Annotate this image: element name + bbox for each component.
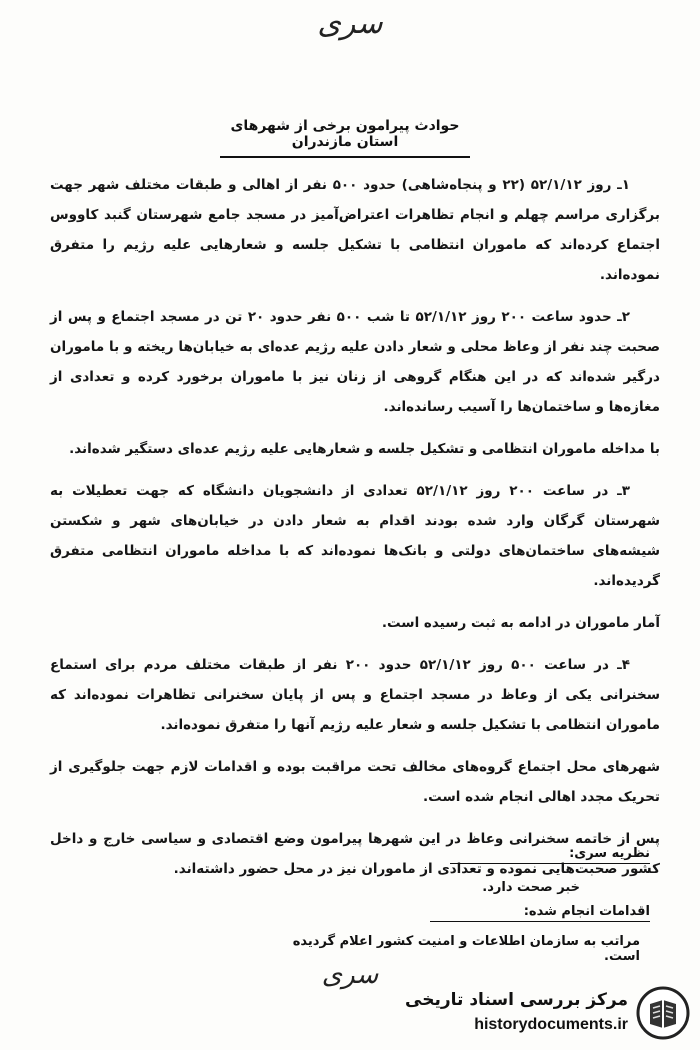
- classification-mark-top: سری: [317, 6, 383, 41]
- watermark-url: historydocuments.ir: [474, 1016, 628, 1033]
- document-title: حوادث پیرامون برخی از شهرهای استان مازندران: [220, 118, 470, 158]
- opinion-label: نظریه سری:: [450, 846, 650, 864]
- paragraph-2: ۲ـ حدود ساعت ۲۰۰ روز ۵۲/۱/۱۲ تا شب ۵۰۰ نفر حدود ۲۰ تن در مسجد اجتماع و پس از صحبت چند نفر از وعاظ محلی و شعار دادن علیه رژیم عده‌ای به خیابان‌ها ریخته و با ماموران درگیر شده‌اند که در این هنگام گروهی از زنان نیز با ماموران برخورد کرده و تعدادی از مغازه‌ها و ساختمان‌ها را آسیب رسانده‌اند.: [50, 309, 660, 415]
- actions-text: مراتب به سازمان اطلاعات و امنیت کشور اعلام گردیده است.: [292, 934, 640, 964]
- paragraph-7: شهرهای محل اجتماع گروه‌های مخالف تحت مراقبت بوده و اقدامات لازم جهت جلوگیری از تحریک مجدد اهالی انجام شده است.: [50, 759, 660, 805]
- opinion-text: خبر صحت دارد.: [482, 880, 580, 895]
- paragraph-8: پس از خاتمه سخنرانی وعاظ در این شهرها پیرامون وضع اقتصادی و سیاسی خارج و داخل کشور صحبت‌هایی نموده و تعدادی از ماموران نیز در محل حضور داشته‌اند.: [50, 831, 660, 877]
- paragraph-5: آمار ماموران در ادامه به ثبت رسیده است.: [381, 615, 660, 631]
- paragraph-6: ۴ـ در ساعت ۵۰۰ روز ۵۲/۱/۱۲ حدود ۲۰۰ نفر از طبقات مختلف مردم برای استماع سخنرانی یکی از وعاظ در مسجد اجتماع و پس از پایان سخنرانی تظاهرات نموده‌اند که ماموران انتظامی با تشکیل جلسه و شعار علیه رژیم آنها را متفرق نموده‌اند.: [50, 657, 660, 733]
- archive-watermark: [400, 984, 690, 1042]
- archive-logo-icon: [636, 986, 690, 1040]
- watermark-title: مرکز بررسی اسناد تاریخی: [405, 990, 628, 1010]
- paragraph-4: ۳ـ در ساعت ۲۰۰ روز ۵۲/۱/۱۲ تعدادی از دانشجویان دانشگاه که جهت تعطیلات به شهرستان گرگان وارد شده بودند اقدام به شعار دادن در خیابان‌های شهر و شکستن شیشه‌های ساختمان‌های دولتی و بانک‌ها نموده‌اند که با مداخله ماموران انتظامی متفرق گردیده‌اند.: [50, 483, 660, 589]
- paragraph-3: با مداخله ماموران انتظامی و تشکیل جلسه و شعارهایی علیه رژیم عده‌ای دستگیر شده‌اند.: [69, 441, 660, 457]
- paragraph-1: ۱ـ روز ۵۲/۱/۱۲ (۲۲ و پنجاه‌شاهی) حدود ۵۰۰ نفر از اهالی و طبقات مختلف شهر جهت برگزاری مراسم چهلم و انجام تظاهرات اعتراض‌آمیز در مسجد جامع شهرستان گنبد کاووس اجتماع کرده‌اند که ماموران انتظامی با تشکیل جلسه و شعارهایی علیه رژیم را متفرق نموده‌اند.: [50, 177, 660, 283]
- classification-mark-bottom: سری: [321, 960, 379, 990]
- actions-label: اقدامات انجام شده:: [430, 904, 650, 922]
- document-body: [50, 170, 660, 896]
